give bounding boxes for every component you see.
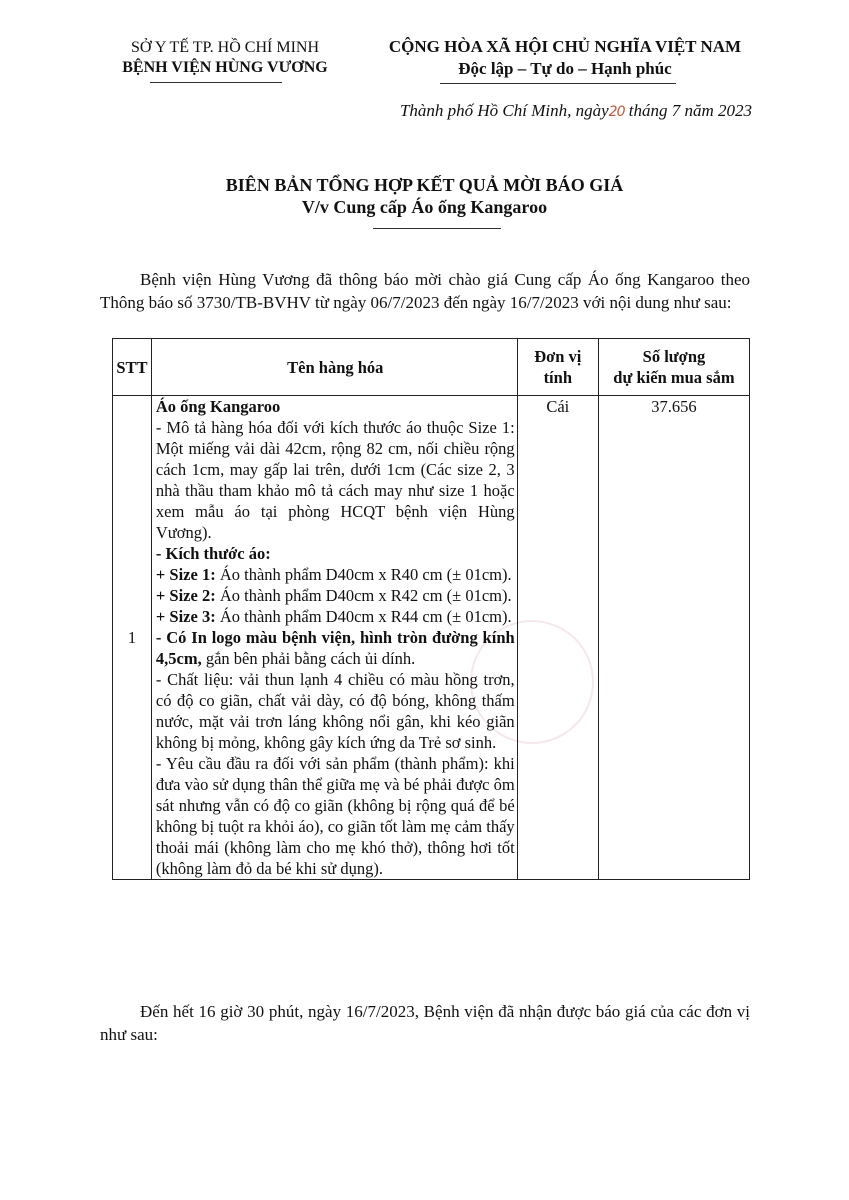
header-qty	[598, 339, 749, 396]
size-heading: - Kích thước áo:	[155, 544, 271, 563]
org-name: BỆNH VIỆN HÙNG VƯƠNG	[122, 59, 328, 76]
size1-label: + Size 1:	[155, 565, 216, 584]
nation-motto: Độc lập – Tự do – Hạnh phúc	[458, 59, 672, 78]
nation-header	[345, 36, 785, 80]
size3-label: + Size 3:	[155, 607, 216, 626]
goods-table	[112, 338, 750, 880]
title-main: BIÊN BẢN TỔNG HỢP KẾT QUẢ MỜI BÁO GIÁ	[225, 175, 624, 195]
motto-underline	[440, 83, 676, 84]
cell-unit: Cái	[517, 396, 598, 880]
closing-paragraph: Đến hết 16 giờ 30 phút, ngày 16/7/2023, Bệnh viện đã nhận được báo giá của các đơn vị như sau:	[100, 1002, 750, 1044]
header-qty-line2: dự kiến mua sắm	[613, 368, 735, 387]
size2	[156, 585, 515, 606]
cell-item-description	[151, 396, 517, 880]
table-row	[113, 396, 750, 880]
org-header	[95, 38, 355, 78]
size1-text: Áo thành phẩm D40cm x R40 cm (± 01cm).	[215, 565, 512, 584]
size1	[156, 564, 515, 585]
handwritten-day: 20	[608, 104, 625, 120]
header-qty-line1: Số lượng	[642, 347, 706, 366]
org-top: SỞ Y TẾ TP. HỒ CHÍ MINH	[130, 39, 319, 56]
size2-label: + Size 2:	[155, 586, 216, 605]
place-date-prefix: Thành phố Hồ Chí Minh, ngày	[399, 101, 609, 120]
cell-stt: 1	[113, 396, 152, 880]
logo-bold: - Có In logo màu bệnh viện, hình tròn đường kính 4,5cm,	[155, 628, 515, 668]
header-unit-line1: Đơn vị	[534, 347, 582, 366]
size2-text: Áo thành phẩm D40cm x R42 cm (± 01cm).	[215, 586, 512, 605]
table-header-row	[113, 339, 750, 396]
nation-name: CỘNG HÒA XÃ HỘI CHỦ NGHĨA VIỆT NAM	[388, 37, 742, 56]
material-spec: - Chất liệu: vải thun lạnh 4 chiều có màu hồng trơn, có độ co giãn, chất vải dày, có độ bóng, không thấm nước, mặt vải trơn láng không nổi gân, khi kéo giãn không bị mỏng, không gây kích ứng da Trẻ sơ sinh.	[155, 670, 515, 752]
header-unit-line2: tính	[543, 368, 572, 387]
intro-paragraph: Bệnh viện Hùng Vương đã thông báo mời chào giá Cung cấp Áo ống Kangaroo theo Thông báo số 3730/TB-BVHV từ ngày 06/7/2023 đến ngày 16/7/2023 với nội dung như sau:	[100, 270, 750, 312]
logo-text: gắn bên phải bằng cách ủi dính.	[201, 649, 416, 668]
header-unit	[517, 339, 598, 396]
document-title	[0, 174, 849, 218]
place-date-suffix: tháng 7 năm 2023	[624, 101, 752, 120]
title-sub: V/v Cung cấp Áo ống Kangaroo	[301, 197, 548, 217]
size3-text: Áo thành phẩm D40cm x R44 cm (± 01cm).	[215, 607, 512, 626]
logo-spec	[156, 627, 515, 669]
item-title: Áo ống Kangaroo	[155, 397, 281, 416]
cell-qty: 37.656	[598, 396, 749, 880]
size3	[156, 606, 515, 627]
header-name: Tên hàng hóa	[151, 339, 517, 396]
output-spec: - Yêu cầu đầu ra đối với sản phẩm (thành phẩm): khi đưa vào sử dụng thân thể giữa mẹ và bé phải được ôm sát nhưng vẫn có độ co giãn (không bị rộng quá để bé không bị tuột ra khỏi áo), co giãn tốt làm mẹ cảm thấy thoải mái (không làm cho mẹ khó thở), thông hơi tốt (không làm đỏ da bé khi sử dụng).	[155, 754, 515, 878]
item-desc1: - Mô tả hàng hóa đối với kích thước áo thuộc Size 1: Một miếng vải dài 42cm, rộng 82 cm, nối chiều rộng cách 1cm, may gấp lai trên, dưới 1cm (Các size 2, 3 nhà thầu tham khảo mô tả cách may như size 1 hoặc xem mẫu áo tại phòng HCQT bệnh viện Hùng Vương).	[155, 418, 515, 542]
org-underline	[150, 82, 282, 83]
header-stt: STT	[113, 339, 152, 396]
place-date	[400, 101, 752, 121]
title-underline	[373, 228, 501, 229]
